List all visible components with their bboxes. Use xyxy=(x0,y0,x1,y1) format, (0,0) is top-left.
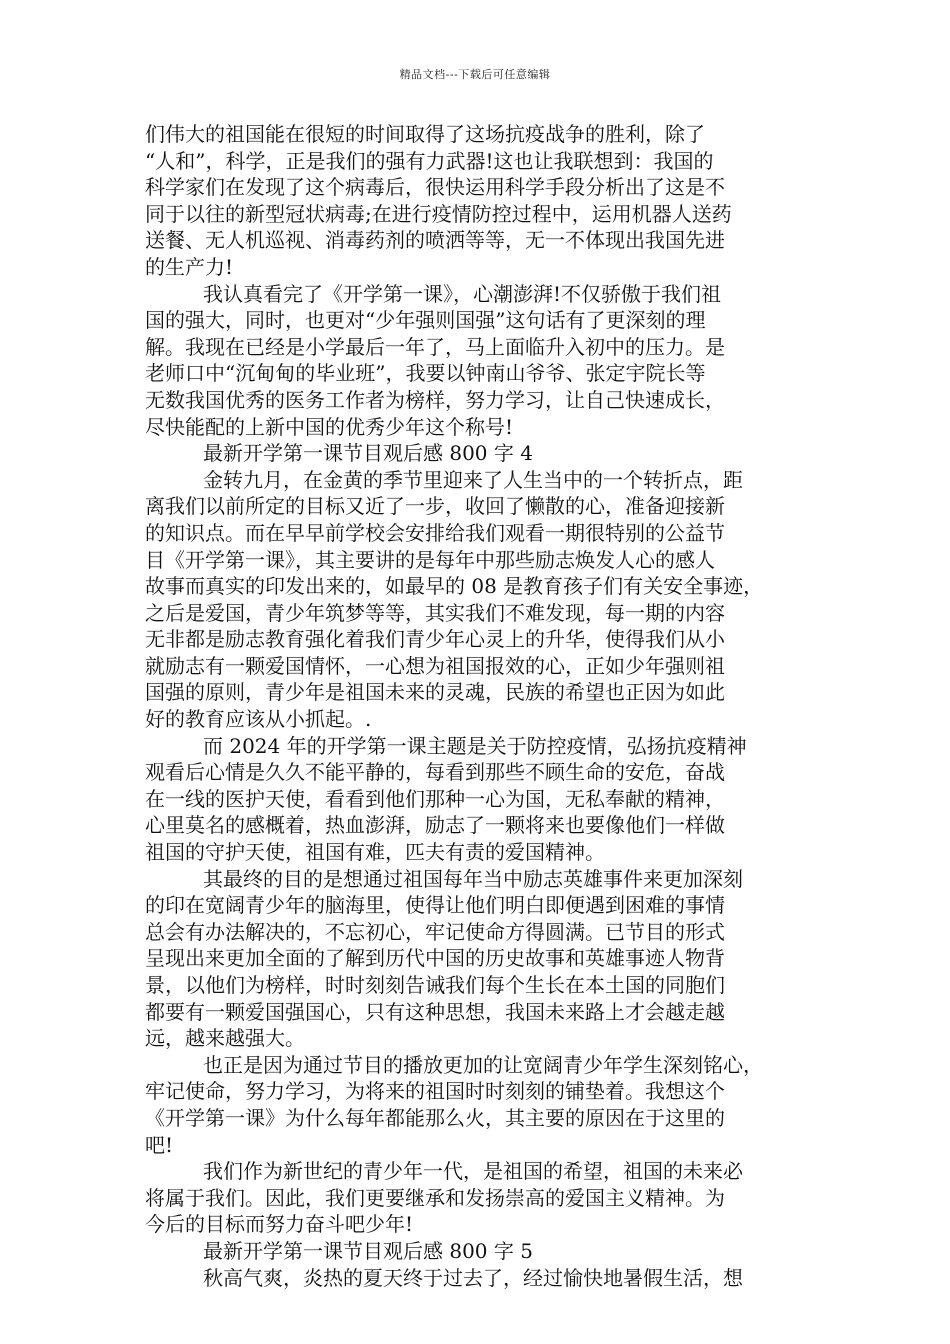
text-line: 观看后心情是久久不能平静的，每看到那些不顾生命的安危，奋战 xyxy=(145,760,725,785)
text-line: 故事而真实的印发出来的，如最早的 08 是教育孩子们有关安全事迹， xyxy=(145,574,764,599)
text-line: 吧! xyxy=(145,1132,174,1157)
paragraph-start-line: 其最终的目的是想通过祖国每年当中励志英雄事件来更加深刻 xyxy=(203,866,743,891)
text-line: 《开学第一课》为什么每年都能那么火，其主要的原因在于这里的 xyxy=(145,1105,725,1130)
text-line: 解。我现在已经是小学最后一年了，马上面临升入初中的压力。是 xyxy=(145,334,725,359)
text-line: 心里莫名的感概着，热血澎湃，励志了一颗将来也要像他们一样做 xyxy=(145,813,725,838)
text-line: 送餐、无人机巡视、消毒药剂的喷洒等等，无一不体现出我国先进 xyxy=(145,228,725,253)
text-line: 老师口中“沉甸甸的毕业班”，我要以钟南山爷爷、张定宇院长等 xyxy=(145,361,706,386)
paragraph-start-line: 金转九月，在金黄的季节里迎来了人生当中的一个转折点，距 xyxy=(203,467,743,492)
paragraph-start-line: 也正是因为通过节目的播放更加的让宽阔青少年学生深刻铭心， xyxy=(203,1052,763,1077)
text-line: 远，越来越强大。 xyxy=(145,1026,305,1051)
document-body xyxy=(145,121,810,1291)
text-line: 离我们以前所定的目标又近了一步，收回了懒散的心，准备迎接新 xyxy=(145,494,725,519)
text-line: 目《开学第一课》，其主要讲的是每年中那些励志焕发人心的感人 xyxy=(145,547,715,572)
text-line: 呈现出来更加全面的了解到历代中国的历史故事和英雄事迹人物背 xyxy=(145,946,725,971)
paragraph-start-line: 我们作为新世纪的青少年一代，是祖国的希望，祖国的未来必 xyxy=(203,1159,743,1184)
text-line: 国强的原则，青少年是祖国未来的灵魂，民族的希望也正因为如此 xyxy=(145,680,725,705)
text-line: 无数我国优秀的医务工作者为榜样，努力学习，让自己快速成长， xyxy=(145,387,725,412)
text-line: 在一线的医护天使，看看到他们那种一心为国，无私奉献的精神， xyxy=(145,786,725,811)
text-line: 祖国的守护天使，祖国有难，匹夫有责的爱国精神。 xyxy=(145,840,605,865)
paragraph-start-line: 我认真看完了《开学第一课》，心潮澎湃!不仅骄傲于我们祖 xyxy=(203,281,722,306)
section-heading: 最新开学第一课节目观后感 800 字 5 xyxy=(203,1238,533,1263)
text-line: 科学家们在发现了这个病毒后，很快运用科学手段分析出了这是不 xyxy=(145,175,725,200)
text-line: 今后的目标而努力奋斗吧少年! xyxy=(145,1212,414,1237)
text-line: “人和”，科学，正是我们的强有力武器!这也让我联想到：我国的 xyxy=(145,148,714,173)
text-line: 总会有办法解决的，不忘初心，牢记使命方得圆满。已节目的形式 xyxy=(145,919,725,944)
text-line: 将属于我们。因此，我们更要继承和发扬崇高的爱国主义精神。为 xyxy=(145,1185,725,1210)
text-line: 的印在宽阔青少年的脑海里，使得让他们明白即便遇到困难的事情 xyxy=(145,893,725,918)
text-line: 之后是爱国，青少年筑梦等等，其实我们不难发现，每一期的内容 xyxy=(145,600,725,625)
text-line: 尽快能配的上新中国的优秀少年这个称号! xyxy=(145,414,514,439)
text-line: 无非都是励志教育强化着我们青少年心灵上的升华，使得我们从小 xyxy=(145,627,725,652)
text-line: 都要有一颗爱国强国心，只有这种思想，我国未来路上才会越走越 xyxy=(145,999,725,1024)
paragraph-start-line: 秋高气爽，炎热的夏天终于过去了，经过愉快地暑假生活，想 xyxy=(203,1265,743,1290)
text-line: 就励志有一颗爱国情怀，一心想为祖国报效的心，正如少年强则祖 xyxy=(145,653,725,678)
page-header: 精品文档---下载后可任意编辑 xyxy=(399,68,551,81)
text-line: 景，以他们为榜样，时时刻刻告诫我们每个生长在本土国的同胞们 xyxy=(145,973,725,997)
paragraph-start-line: 而 2024 年的开学第一课主题是关于防控疫情，弘扬抗疫精神 xyxy=(203,733,747,758)
text-line: 好的教育应该从小抓起。. xyxy=(145,707,372,732)
section-heading: 最新开学第一课节目观后感 800 字 4 xyxy=(203,441,533,466)
text-line: 们伟大的祖国能在很短的时间取得了这场抗疫战争的胜利，除了 xyxy=(145,122,705,146)
text-line: 的生产力! xyxy=(145,254,234,279)
text-line: 国的强大，同时，也更对“少年强则国强”这句话有了更深刻的理 xyxy=(145,308,706,333)
text-line: 的知识点。而在早早前学校会安排给我们观看一期很特别的公益节 xyxy=(145,520,725,545)
text-line: 牢记使命，努力学习，为将来的祖国时时刻刻的铺垫着。我想这个 xyxy=(145,1079,725,1104)
text-line: 同于以往的新型冠状病毒;在进行疫情防控过程中，运用机器人送药 xyxy=(145,201,732,226)
